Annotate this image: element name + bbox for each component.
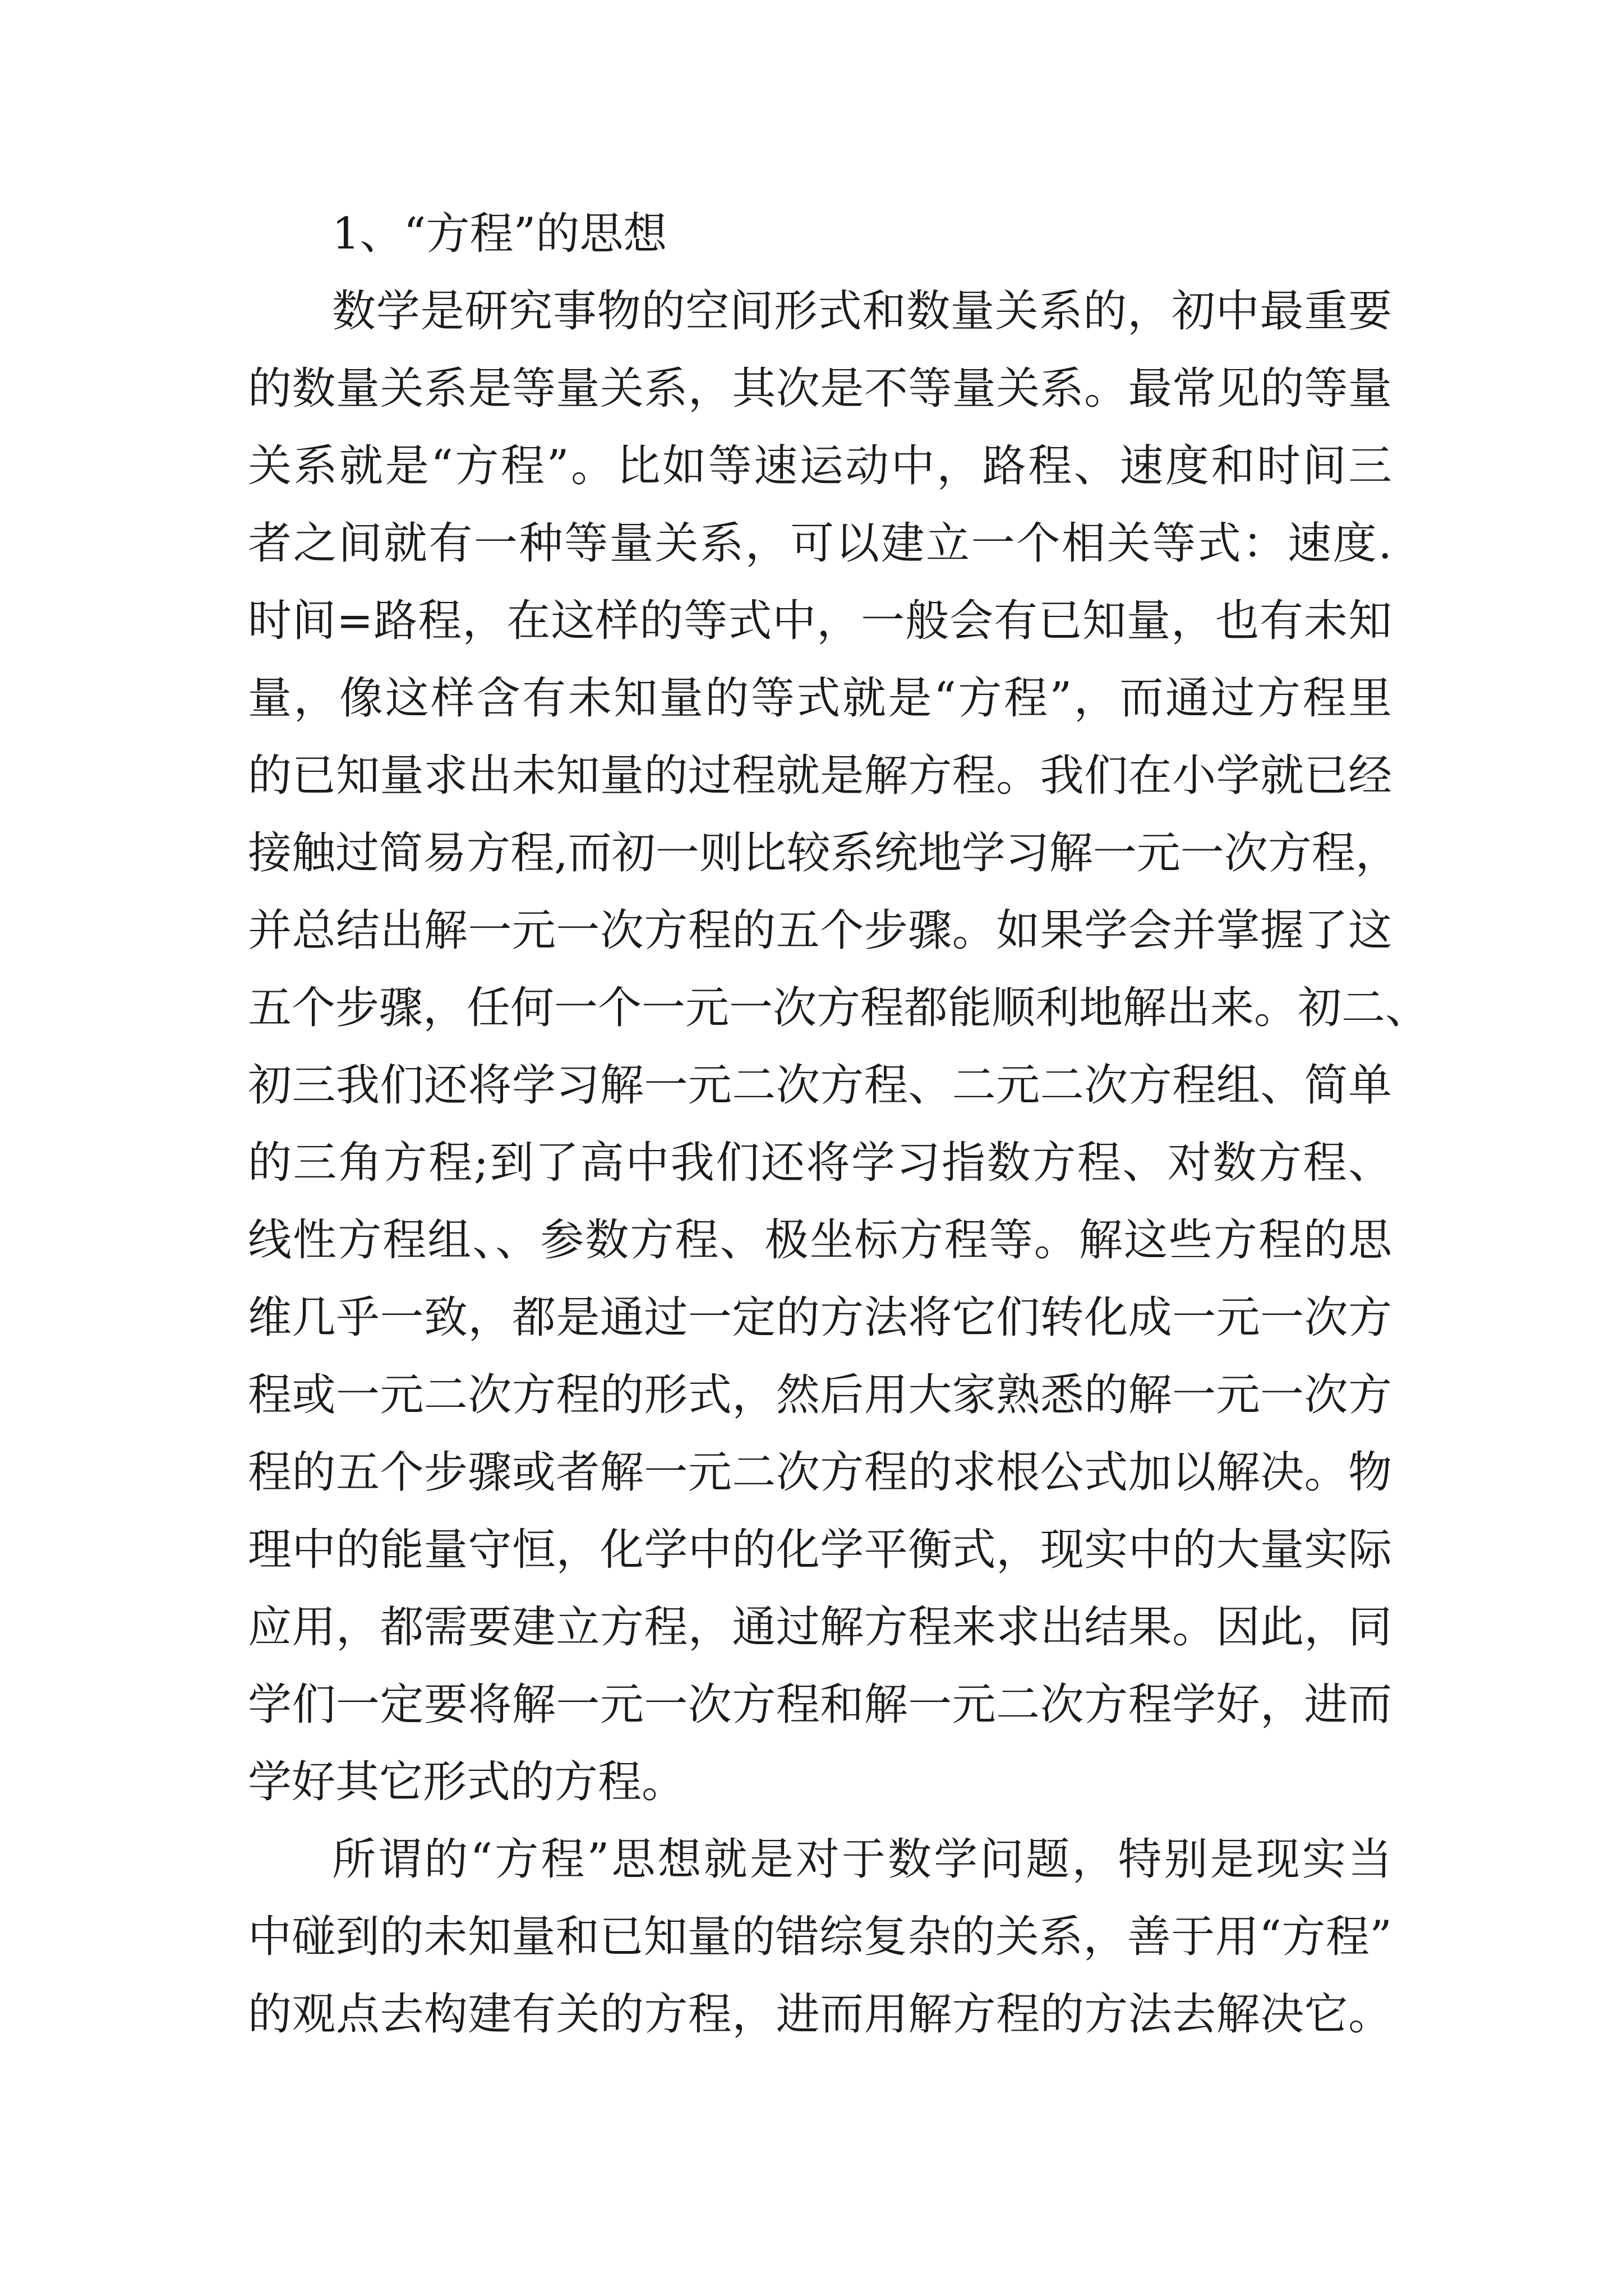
- text-line: 接触过简易方程,而初一则比较系统地学习解一元一次方程，: [248, 828, 1399, 878]
- text-line: 所谓的“方程”思想就是对于数学问题，特别是现实当: [332, 1834, 1392, 1885]
- section-heading: 1、“方程”的思想: [332, 209, 667, 259]
- text-line: 并总结出解一元一次方程的五个步骤。如果学会并掌握了这: [248, 905, 1392, 956]
- text-line: 理中的能量守恒，化学中的化学平衡式，现实中的大量实际: [248, 1525, 1392, 1575]
- text-line: 中碰到的未知量和已知量的错综复杂的关系，善于用“方程”: [248, 1912, 1392, 1962]
- text-line: 线性方程组、、参数方程、极坐标方程等。解这些方程的思: [248, 1215, 1392, 1266]
- text-line: 学们一定要将解一元一次方程和解一元二次方程学好，进而: [248, 1680, 1392, 1730]
- text-line: 程或一元二次方程的形式，然后用大家熟悉的解一元一次方: [248, 1370, 1392, 1420]
- document-body: [248, 195, 1430, 2053]
- text-line: 者之间就有一种等量关系，可以建立一个相关等式：速度.: [248, 518, 1392, 569]
- text-line: 程的五个步骤或者解一元二次方程的求根公式加以解决。物: [248, 1447, 1392, 1498]
- text-line: 的数量关系是等量关系，其次是不等量关系。最常见的等量: [248, 364, 1392, 414]
- text-line: 初三我们还将学习解一元二次方程、二元二次方程组、简单: [248, 1060, 1392, 1111]
- text-line: 的已知量求出未知量的过程就是解方程。我们在小学就已经: [248, 751, 1392, 801]
- text-line: 关系就是“方程”。比如等速运动中，路程、速度和时间三: [248, 441, 1392, 491]
- text-line: 五个步骤，任何一个一元一次方程都能顺利地解出来。初二、: [248, 983, 1430, 1033]
- text-line: 数学是研究事物的空间形式和数量关系的，初中最重要: [332, 286, 1392, 337]
- text-line: 学好其它形式的方程。: [248, 1757, 686, 1807]
- paragraph-2: [248, 1821, 1392, 2053]
- text-line: 应用，都需要建立方程，通过解方程来求出结果。因此，同: [248, 1602, 1392, 1653]
- text-line: 的三角方程;到了高中我们还将学习指数方程、对数方程、: [248, 1138, 1392, 1188]
- text-line: 量，像这样含有未知量的等式就是“方程”，而通过方程里: [248, 673, 1392, 724]
- text-line: 时间=路程，在这样的等式中，一般会有已知量，也有未知: [248, 596, 1392, 646]
- paragraph-1: [248, 273, 1430, 1821]
- text-line: 维几乎一致，都是通过一定的方法将它们转化成一元一次方: [248, 1292, 1392, 1343]
- text-line: 的观点去构建有关的方程，进而用解方程的方法去解决它。: [248, 1989, 1392, 2040]
